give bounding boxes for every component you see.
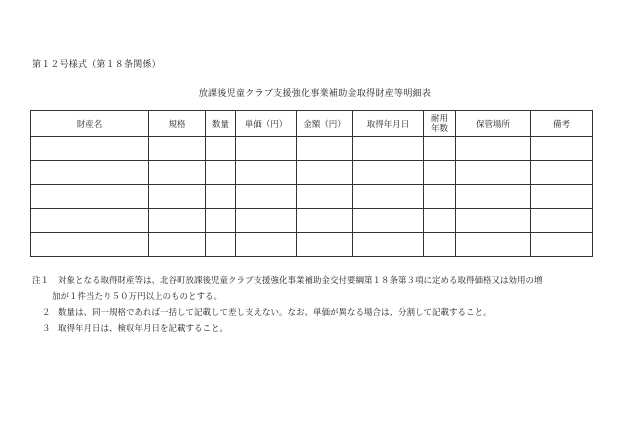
cell-spec <box>149 185 206 209</box>
cell-useful-life <box>424 209 456 233</box>
cell-acquisition-date <box>353 209 424 233</box>
cell-remarks <box>531 185 593 209</box>
note-2 <box>32 305 622 321</box>
header-acquisition-date: 取得年月日 <box>353 111 424 137</box>
note-3-text: 取得年月日は、検収年月日を記載すること。 <box>58 324 229 334</box>
header-unit-price: 単価（円） <box>236 111 297 137</box>
cell-amount <box>297 233 353 257</box>
cell-useful-life <box>424 185 456 209</box>
notes-section <box>32 273 622 337</box>
cell-useful-life <box>424 137 456 161</box>
cell-spec <box>149 161 206 185</box>
table-body <box>31 137 593 257</box>
note-2-number: ２ <box>42 308 51 318</box>
cell-quantity <box>206 185 236 209</box>
cell-acquisition-date <box>353 233 424 257</box>
table-row <box>31 161 593 185</box>
cell-name <box>31 185 149 209</box>
cell-storage-location <box>456 233 531 257</box>
cell-quantity <box>206 161 236 185</box>
header-useful-life <box>424 111 456 137</box>
note-3-number: ３ <box>42 324 51 334</box>
table-row <box>31 209 593 233</box>
cell-unit-price <box>236 161 297 185</box>
cell-name <box>31 209 149 233</box>
cell-acquisition-date <box>353 137 424 161</box>
header-storage-location: 保管場所 <box>456 111 531 137</box>
header-remarks: 備考 <box>531 111 593 137</box>
cell-amount <box>297 209 353 233</box>
cell-acquisition-date <box>353 185 424 209</box>
cell-name <box>31 137 149 161</box>
cell-storage-location <box>456 209 531 233</box>
cell-amount <box>297 137 353 161</box>
header-spec: 規格 <box>149 111 206 137</box>
cell-unit-price <box>236 137 297 161</box>
header-useful-life-top: 耐用 <box>430 113 448 124</box>
cell-amount <box>297 185 353 209</box>
note-1-text: 対象となる取得財産等は、北谷町放課後児童クラブ支援強化事業補助金交付要綱第１８条第３項に定める取得価格又は効用の増 <box>58 276 543 286</box>
cell-spec <box>149 137 206 161</box>
header-useful-life-bottom: 年数 <box>430 123 448 134</box>
note-1-number: 注１ <box>32 276 50 286</box>
cell-unit-price <box>236 233 297 257</box>
note-3 <box>32 321 622 337</box>
note-1-continuation: 加が１件当たり５０万円以上のものとする。 <box>52 292 223 302</box>
table-row <box>31 233 593 257</box>
cell-storage-location <box>456 185 531 209</box>
cell-unit-price <box>236 185 297 209</box>
table-row <box>31 185 593 209</box>
asset-table <box>30 110 593 257</box>
cell-remarks <box>531 161 593 185</box>
note-2-text: 数量は、同一規格であれば一括して記載して差し支えない。なお、単価が異なる場合は、分割して記載すること。 <box>58 308 492 318</box>
header-asset-name: 財産名 <box>31 111 149 137</box>
cell-name <box>31 233 149 257</box>
cell-remarks <box>531 233 593 257</box>
cell-storage-location <box>456 161 531 185</box>
cell-useful-life <box>424 233 456 257</box>
cell-amount <box>297 161 353 185</box>
form-number-label: 第１２号様式（第１８条関係） <box>32 60 161 70</box>
cell-remarks <box>531 137 593 161</box>
cell-remarks <box>531 209 593 233</box>
header-quantity: 数量 <box>206 111 236 137</box>
cell-spec <box>149 233 206 257</box>
cell-spec <box>149 209 206 233</box>
cell-quantity <box>206 137 236 161</box>
cell-quantity <box>206 233 236 257</box>
table-row <box>31 137 593 161</box>
table-header-row <box>31 111 593 137</box>
cell-name <box>31 161 149 185</box>
document-title: 放課後児童クラブ支援強化事業補助金取得財産等明細表 <box>198 89 432 99</box>
cell-useful-life <box>424 161 456 185</box>
header-amount: 金額（円） <box>297 111 353 137</box>
cell-quantity <box>206 209 236 233</box>
cell-unit-price <box>236 209 297 233</box>
cell-acquisition-date <box>353 161 424 185</box>
note-1 <box>32 273 622 289</box>
cell-storage-location <box>456 137 531 161</box>
